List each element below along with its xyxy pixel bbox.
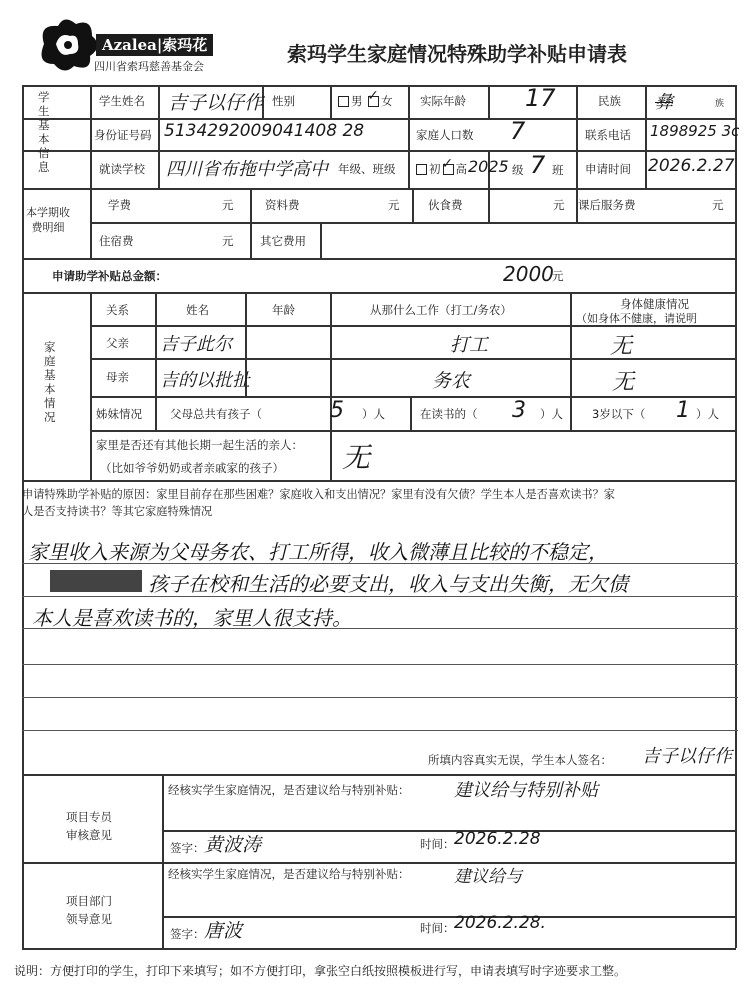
col-health-sub: （如身体不健康，请说明 [576, 312, 697, 325]
footer-note: 说明：方便打印的学生，打印下来填写；如不方便打印，拿张空白纸按照模板进行写，申请表填写时字迹要求工整。 [14, 964, 627, 978]
father-label: 父亲 [106, 336, 129, 350]
gender-options[interactable] [336, 88, 393, 109]
foundation-name: 四川省索玛慈善基金会 [94, 60, 204, 73]
col-work: 从那什么工作（打工/务农） [370, 303, 512, 317]
school-value: 四川省布拖中学高中 [166, 159, 328, 180]
staff-signature: 黄波涛 [204, 834, 262, 856]
ethnicity-suffix: 族 [715, 99, 725, 109]
studying-unit: ）人 [540, 407, 563, 421]
col-name: 姓名 [186, 303, 209, 317]
household-label: 家庭人口数 [416, 128, 474, 142]
father-health: 无 [610, 334, 633, 359]
leader-review-question: 经核实学生家庭情况，是否建议给与特别补贴： [168, 867, 410, 881]
staff-review-question: 经核实学生家庭情况，是否建议给与特别补贴： [168, 783, 410, 797]
leader-time-value: 2026.2.28. [454, 913, 546, 933]
class-suffix: 班 [552, 163, 564, 177]
amount-label: 申请助学补贴总金额： [52, 269, 167, 283]
ethnicity-label: 民族 [598, 94, 621, 108]
children-unit: ）人 [362, 407, 385, 421]
reason-prompt-2: 人是否支持读书？等其它家庭特殊情况 [22, 505, 213, 518]
amount-value: 2000 [503, 262, 554, 286]
under3-unit: ）人 [696, 407, 719, 421]
student-section-label: 学 生 基 本 信 息 [38, 90, 50, 174]
grade-label: 年级、班级 [338, 162, 396, 176]
grade-junior-label: 初 [429, 162, 441, 176]
page-title: 索玛学生家庭情况特殊助学补贴申请表 [287, 42, 627, 66]
mother-health: 无 [612, 370, 635, 395]
children-label: 父母总共有孩子（ [170, 407, 262, 421]
age-label: 实际年龄 [420, 94, 466, 108]
gender-label: 性别 [272, 94, 295, 108]
other-relatives-value: 无 [342, 441, 371, 474]
lodging-label: 住宿费 [99, 234, 134, 248]
class-value: 7 [530, 151, 546, 179]
mother-name: 吉的以批扯 [160, 370, 250, 391]
other-fees-label: 其它费用 [260, 234, 306, 248]
material-label: 资料费 [265, 198, 300, 212]
other-relatives-label: 家里是否还有其他长期一起生活的亲人： [96, 438, 303, 452]
phone-label: 联系电话 [585, 128, 631, 142]
staff-time-value: 2026.2.28 [454, 829, 541, 849]
reason-line-1: 家里收入来源为父母务农、打工所得，收入微薄且比较的不稳定， [28, 540, 608, 564]
other-relatives-hint: （比如爷爷奶奶或者亲戚家的孩子） [100, 461, 284, 475]
col-health: 身体健康情况 [620, 297, 689, 311]
id-label: 身份证号码 [94, 128, 152, 142]
grade-senior-label: 高 [455, 162, 467, 176]
tuition-unit: 元 [222, 198, 234, 212]
school-label: 就读学校 [99, 162, 145, 176]
phone-value: 1898925 3c [650, 122, 740, 140]
gender-female-checkbox[interactable]: ✓ [368, 96, 379, 107]
student-signature: 吉子以仔作 [642, 746, 732, 767]
gender-male-label: 男 [351, 94, 363, 108]
mother-label: 母亲 [106, 370, 129, 384]
leader-time-label: 时间： [420, 921, 455, 935]
staff-review-answer: 建议给与特别补贴 [454, 780, 598, 801]
leader-signature: 唐波 [204, 920, 243, 942]
logo-name: Azalea|索玛花 [96, 34, 213, 56]
household-value: 7 [510, 117, 526, 145]
age-value: 17 [525, 84, 556, 112]
father-work: 打工 [450, 334, 489, 356]
leader-sign-label: 签字： [170, 927, 205, 941]
gender-male-checkbox[interactable] [338, 96, 349, 107]
children-value: 5 [330, 398, 344, 423]
grade-senior-checkbox[interactable]: ✓ [443, 164, 454, 175]
name-label: 学生姓名 [99, 94, 145, 108]
fees-section-label: 本学期收 费明细 [26, 206, 70, 234]
afterschool-label: 课后服务费 [578, 198, 636, 212]
leader-review-answer: 建议给与 [454, 867, 522, 887]
father-name: 吉子此尔 [160, 334, 232, 355]
material-unit: 元 [388, 198, 400, 212]
apply-time-label: 申请时间 [585, 162, 631, 176]
declaration-label: 所填内容真实无误，学生本人签名： [428, 753, 612, 767]
studying-value: 3 [512, 398, 526, 423]
col-age: 年龄 [272, 303, 295, 317]
grade-year-suffix: 级 [512, 163, 524, 177]
gender-female-label: 女 [381, 94, 393, 108]
afterschool-unit: 元 [712, 198, 724, 212]
under3-label: 3岁以下（ [592, 407, 646, 421]
staff-review-label: 项目专员 审核意见 [66, 810, 112, 842]
reason-line-3: 本人是喜欢读书的，家里人很支持。 [32, 606, 352, 630]
foundation-logo [34, 14, 230, 78]
grade-year: 2025 [468, 157, 509, 176]
ethnicity-value: 彝 [655, 92, 673, 113]
studying-label: 在读书的（ [420, 407, 478, 421]
reason-strikeout [50, 570, 142, 592]
lodging-unit: 元 [222, 234, 234, 248]
staff-time-label: 时间： [420, 837, 455, 851]
leader-review-label: 项目部门 领导意见 [66, 894, 112, 926]
meal-unit: 元 [553, 198, 565, 212]
meal-label: 伙食费 [428, 198, 463, 212]
amount-unit: 元 [552, 269, 564, 283]
under3-value: 1 [676, 398, 690, 423]
reason-line-2: 孩子在校和生活的必要支出，收入与支出失衡，无欠债 [148, 572, 628, 596]
apply-time-value: 2026.2.27 [648, 156, 735, 176]
col-relation: 关系 [106, 303, 129, 317]
id-value: 5134292009041408 28 [164, 121, 365, 141]
tuition-label: 学费 [108, 198, 131, 212]
siblings-label: 姊妹情况 [96, 407, 142, 421]
mother-work: 务农 [432, 370, 471, 392]
staff-sign-label: 签字： [170, 841, 205, 855]
reason-prompt-1: 申请特殊助学补贴的原因：家里目前存在那些困难？家庭收入和支出情况？家里有没有欠债？学生本人是否喜欢读书？家 [22, 488, 615, 501]
grade-junior-checkbox[interactable] [416, 164, 427, 175]
grade-options[interactable] [414, 156, 467, 177]
name-value: 吉子以仔作 [168, 92, 264, 114]
family-section-label: 家 庭 基 本 情 况 [44, 340, 56, 424]
